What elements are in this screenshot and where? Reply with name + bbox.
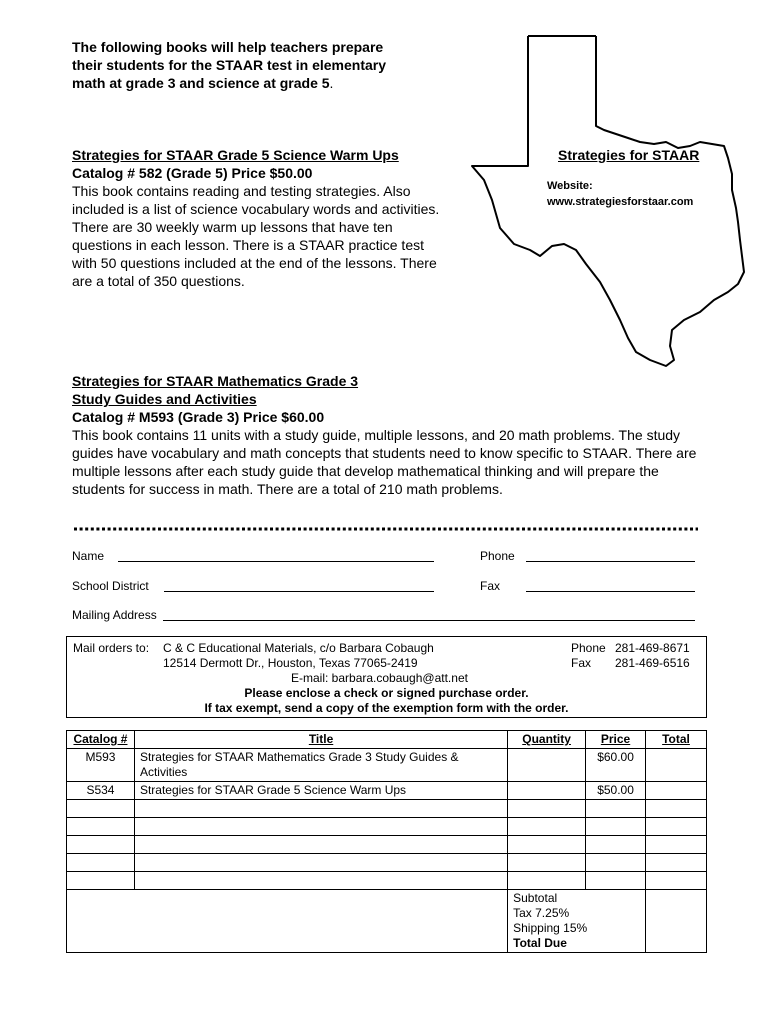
row-total[interactable] [646,749,707,782]
row-title: Strategies for STAAR Grade 5 Science Warm Ups [134,782,507,800]
summary-totals-cell[interactable] [646,890,707,953]
total-due-label: Total Due [513,936,567,950]
map-title: Strategies for STAAR [558,147,700,163]
table-header-row [67,731,707,749]
row-catalog: S534 [67,782,135,800]
website-url[interactable]: www.strategiesforstaar.com [547,196,694,208]
intro-period: . [329,75,334,91]
col-header-quantity: Quantity [508,731,586,749]
mail-note-check: Please enclose a check or signed purchase order. [244,686,529,700]
school-district-field[interactable] [164,591,434,592]
mail-email: E-mail: barbara.cobaugh@att.net [291,671,468,685]
mail-orders-box [66,636,707,718]
intro-text [72,38,432,92]
mail-phone: 281-469-8671 [615,641,690,655]
intro-line-3: math at grade 3 and science at grade 5 [72,75,330,91]
cut-line-divider [72,525,700,533]
mail-company: C & C Educational Materials, c/o Barbara Cobaugh [163,641,434,655]
fax-field[interactable] [526,591,695,592]
book-math-catalog: Catalog # M593 (Grade 3) Price $60.00 [72,409,325,425]
phone-field[interactable] [526,561,695,562]
table-summary-row [67,890,707,953]
col-header-price: Price [586,731,646,749]
mail-fax-label: Fax [571,656,592,670]
book-math-title-2: Study Guides and Activities [72,391,257,407]
mailing-address-label: Mailing Address [72,608,157,622]
website-label: Website: [547,180,593,192]
mail-phone-label: Phone [571,641,606,655]
name-label: Name [72,549,105,563]
mail-orders-label: Mail orders to: [73,641,150,655]
book-science-section [72,146,442,290]
book-science-title: Strategies for STAAR Grade 5 Science Warm Ups [72,147,399,163]
summary-labels [508,890,646,953]
table-row-empty [67,800,707,818]
fax-label: Fax [480,579,501,593]
table-row-empty [67,836,707,854]
row-title: Strategies for STAAR Mathematics Grade 3 Study Guides & Activities [134,749,507,782]
book-science-catalog: Catalog # 582 (Grade 5) Price $50.00 [72,165,313,181]
intro-line-1: The following books will help teachers prepare [72,39,384,55]
intro-line-2: their students for the STAAR test in elementary [72,57,387,73]
row-price: $60.00 [586,749,646,782]
shipping-label: Shipping 15% [513,921,588,935]
book-math-description: This book contains 11 units with a study guide, multiple lessons, and 20 math problems. The study guides have vocabulary and math concepts that students need to know specific to STAAR. There are multiple lessons after each study guide that develop mathematical thinking and will prepare the students for success in math. There are a total of 210 math problems. [72,427,697,497]
table-row-empty [67,872,707,890]
col-header-title: Title [134,731,507,749]
row-quantity[interactable] [508,749,586,782]
mailing-address-field[interactable] [163,620,695,621]
table-row-empty [67,854,707,872]
mail-fax: 281-469-6516 [615,656,690,670]
mail-address: 12514 Dermott Dr., Houston, Texas 77065-2419 [163,656,418,670]
table-row-empty [67,818,707,836]
mail-note-tax-exempt: If tax exempt, send a copy of the exemption form with the order. [204,701,569,715]
book-science-description: This book contains reading and testing strategies. Also included is a list of science vocabulary words and activities. There are 30 weekly warm up lessons that have ten questions in each lesson. There is a STAAR practice test with 50 questions included at the end of the lessons. There are a total of 350 questions. [72,183,440,289]
book-math-section [72,372,712,498]
col-header-total: Total [646,731,707,749]
phone-label: Phone [480,549,515,563]
row-total[interactable] [646,782,707,800]
row-price: $50.00 [586,782,646,800]
table-row [67,782,707,800]
school-district-label: School District [72,579,149,593]
row-catalog: M593 [67,749,135,782]
table-row [67,749,707,782]
col-header-catalog: Catalog # [67,731,135,749]
tax-label: Tax 7.25% [513,906,570,920]
order-table [66,730,707,953]
row-quantity[interactable] [508,782,586,800]
subtotal-label: Subtotal [513,891,558,905]
book-math-title-1: Strategies for STAAR Mathematics Grade 3 [72,373,359,389]
name-field[interactable] [118,561,434,562]
map-website [547,178,693,210]
